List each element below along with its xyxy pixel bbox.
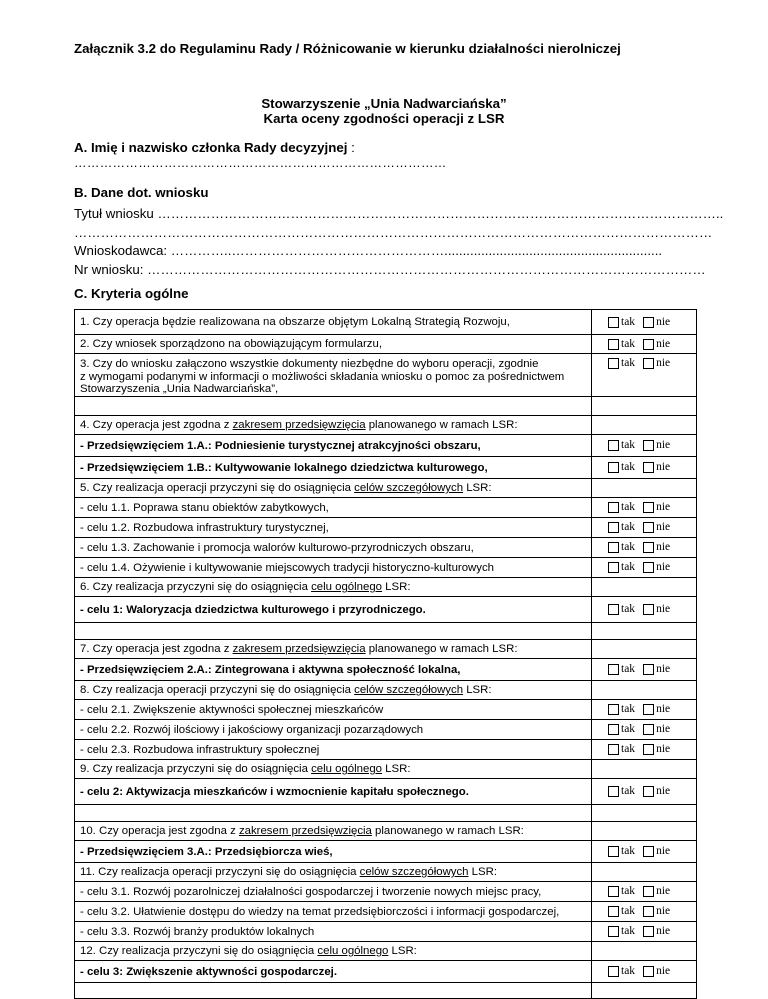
criterion-part: planowanego w ramach LSR: [365,643,518,655]
answer-cell [592,435,697,457]
answer-options [592,521,696,534]
criterion-part: 6. Czy realizacja przyczyni się do osiągnięcia [80,581,312,593]
no-checkbox[interactable] [643,966,654,977]
criteria-row [75,578,697,597]
section-b-title: B. Dane dot. wniosku [74,185,209,200]
answer-cell [592,335,697,354]
answer-options [592,461,696,474]
no-checkbox[interactable] [643,886,654,897]
criteria-row [75,863,697,882]
no-label: nie [656,663,671,676]
no-checkbox[interactable] [643,704,654,715]
criterion-part: 10. Czy operacja jest zgodna z [80,825,239,837]
answer-cell [592,518,697,538]
application-title-field[interactable]: Tytuł wniosku ……………………………………………………………………………………………………………….. [74,206,724,221]
criteria-row [75,700,697,720]
no-checkbox[interactable] [643,542,654,553]
yes-label: tak [621,743,636,756]
criteria-row [75,740,697,760]
criterion-text [75,760,592,779]
criterion-part: LSR: [463,684,492,696]
answer-options [592,905,696,918]
yes-label: tak [621,337,636,350]
no-checkbox[interactable] [643,502,654,513]
yes-label: tak [621,925,636,938]
yes-label: tak [621,603,636,616]
criterion-underlined: celu ogólnego [317,945,389,957]
no-label: nie [656,925,671,938]
answer-options [592,885,696,898]
criteria-row [75,779,697,805]
answer-options [592,845,696,858]
criterion-part: LSR: [388,945,417,957]
no-checkbox[interactable] [643,462,654,473]
answer-options [592,703,696,716]
no-checkbox[interactable] [643,440,654,451]
criteria-row [75,640,697,659]
yes-checkbox[interactable] [608,440,619,451]
criterion-text: - Przedsięwzięciem 1.B.: Kultywowanie lokalnego dziedzictwa kulturowego, [75,457,592,479]
yes-checkbox[interactable] [608,724,619,735]
no-checkbox[interactable] [643,358,654,369]
criteria-row [75,841,697,863]
criterion-text: - celu 3.3. Rozwój branży produktów lokalnych [75,922,592,942]
criteria-row [75,623,697,640]
answer-cell [592,640,697,659]
criteria-row [75,479,697,498]
criterion-part: 7. Czy operacja jest zgodna z [80,643,233,655]
criterion-text [75,623,592,640]
yes-label: tak [621,561,636,574]
no-label: nie [656,561,671,574]
answer-options [592,561,696,574]
answer-options [592,541,696,554]
criterion-part: LSR: [382,763,411,775]
yes-label: tak [621,905,636,918]
application-number-field[interactable]: Nr wniosku: ……………………………………………………………………………………………………………… [74,262,706,277]
answer-cell [592,416,697,435]
criterion-text: 2. Czy wniosek sporządzono na obowiązującym formularzu, [75,335,592,354]
criterion-line: 3. Czy do wniosku załączono wszystkie dokumenty niezbędne do wyboru operacji, zgodnie [80,358,539,370]
no-label: nie [656,905,671,918]
answer-cell [592,902,697,922]
yes-label: tak [621,885,636,898]
criterion-part: 4. Czy operacja jest zgodna z [80,419,233,431]
yes-checkbox[interactable] [608,502,619,513]
section-a-heading [74,140,355,155]
answer-cell [592,659,697,681]
criterion-text [75,416,592,435]
criterion-part: LSR: [468,866,498,878]
no-label: nie [656,521,671,534]
answer-cell [592,983,697,999]
answer-options [592,316,696,329]
organization-name: Stowarzyszenie „Unia Nadwarciańska” [261,96,507,111]
criterion-underlined: celów szczegółowych [359,866,469,878]
answer-cell [592,922,697,942]
criterion-part: LSR: [463,482,492,494]
member-name-field[interactable]: …………………………………………………………………………… [74,156,447,170]
no-checkbox[interactable] [643,906,654,917]
criteria-row [75,435,697,457]
answer-options [592,501,696,514]
criterion-underlined: zakresem przedsięwzięcia [232,643,366,655]
yes-label: tak [621,521,636,534]
no-checkbox[interactable] [643,786,654,797]
answer-options [592,965,696,978]
criterion-underlined: celu ogólnego [311,581,383,593]
answer-cell [592,863,697,882]
no-checkbox[interactable] [643,317,654,328]
criteria-row [75,498,697,518]
criterion-text [75,942,592,961]
criteria-row [75,310,697,335]
yes-checkbox[interactable] [608,664,619,675]
applicant-field[interactable]: Wnioskodawca: …………..…………………………………………........................................................... [74,243,663,258]
answer-options [592,723,696,736]
criterion-text [75,822,592,841]
answer-cell [592,457,697,479]
form-title: Karta oceny zgodności operacji z LSR [263,111,505,126]
no-label: nie [656,501,671,514]
answer-cell [592,681,697,700]
answer-cell [592,779,697,805]
criteria-row [75,518,697,538]
criterion-part: LSR: [382,581,411,593]
yes-label: tak [621,541,636,554]
answer-cell [592,942,697,961]
criteria-row [75,942,697,961]
criterion-underlined: celów szczegółowych [354,684,464,696]
answer-cell [592,841,697,863]
criterion-text [75,578,592,597]
no-label: nie [656,723,671,736]
criterion-text: - celu 1.1. Poprawa stanu obiektów zabytkowych, [75,498,592,518]
criteria-row [75,397,697,416]
yes-label: tak [621,723,636,736]
yes-label: tak [621,845,636,858]
criteria-row [75,335,697,354]
yes-label: tak [621,439,636,452]
yes-checkbox[interactable] [608,906,619,917]
yes-label: tak [621,357,636,369]
criteria-row [75,659,697,681]
section-a-title: A. Imię i nazwisko członka Rady decyzyjnej [74,140,348,155]
criteria-row [75,922,697,942]
yes-checkbox[interactable] [608,522,619,533]
yes-label: tak [621,663,636,676]
criterion-text [75,640,592,659]
criterion-part: 11. Czy realizacja operacji przyczyni się do osiągnięcia [80,866,360,878]
criterion-text: - celu 2.1. Zwiększenie aktywności społecznej mieszkańców [75,700,592,720]
criterion-part: planowanego w ramach LSR: [365,419,518,431]
section-c-title: C. Kryteria ogólne [74,286,189,301]
yes-checkbox[interactable] [608,339,619,350]
no-label: nie [656,541,671,554]
yes-checkbox[interactable] [608,358,619,369]
criterion-text: - celu 1.2. Rozbudowa infrastruktury turystycznej, [75,518,592,538]
criterion-text: - Przedsięwzięciem 3.A.: Przedsiębiorcza wieś, [75,841,592,863]
yes-checkbox[interactable] [608,542,619,553]
no-label: nie [656,785,671,798]
no-label: nie [656,743,671,756]
answer-cell [592,479,697,498]
criterion-text: - celu 3: Zwiększenie aktywności gospodarczej. [75,961,592,983]
criterion-part: 5. Czy realizacja operacji przyczyni się do osiągnięcia [80,482,355,494]
criterion-text: - celu 3.1. Rozwój pozarolniczej działalności gospodarczej i tworzenie nowych miejsc pracy, [75,882,592,902]
answer-cell [592,822,697,841]
criteria-row [75,720,697,740]
no-label: nie [656,603,671,616]
criteria-table [74,309,697,999]
criterion-text: - celu 2: Aktywizacja mieszkańców i wzmocnienie kapitału społecznego. [75,779,592,805]
criteria-row [75,681,697,700]
yes-checkbox[interactable] [608,846,619,857]
yes-label: tak [621,501,636,514]
answer-options [592,338,696,351]
criterion-part: 8. Czy realizacja operacji przyczyni się do osiągnięcia [80,684,355,696]
criteria-row [75,760,697,779]
answer-cell [592,578,697,597]
answer-options [592,925,696,938]
criterion-text: - celu 2.3. Rozbudowa infrastruktury społecznej [75,740,592,760]
application-title-continuation[interactable]: ……………………………………………………………………………………………………………………………… [74,225,713,240]
criterion-line: Stowarzyszenia „Unia Nadwarciańska”, [80,383,279,395]
yes-checkbox[interactable] [608,604,619,615]
answer-cell [592,961,697,983]
yes-checkbox[interactable] [608,886,619,897]
yes-label: tak [621,965,636,978]
criterion-part: planowanego w ramach LSR: [371,825,524,837]
criterion-underlined: celu ogólnego [311,763,383,775]
yes-label: tak [621,315,636,328]
section-a-colon: : [347,140,355,155]
criterion-text [75,681,592,700]
criterion-text: - celu 1: Waloryzacja dziedzictwa kulturowego i przyrodniczego. [75,597,592,623]
yes-checkbox[interactable] [608,704,619,715]
criterion-text: - celu 2.2. Rozwój ilościowy i jakościowy organizacji pozarządowych [75,720,592,740]
no-checkbox[interactable] [643,926,654,937]
criterion-text: - celu 3.2. Ułatwienie dostępu do wiedzy na temat przedsiębiorczości i informacji gospodarczej, [75,902,592,922]
no-checkbox[interactable] [643,664,654,675]
no-checkbox[interactable] [643,604,654,615]
answer-options [592,785,696,798]
criterion-text [75,805,592,822]
answer-options [592,357,696,370]
answer-cell [592,882,697,902]
yes-checkbox[interactable] [608,786,619,797]
criterion-part: 9. Czy realizacja przyczyni się do osiągnięcia [80,763,312,775]
no-label: nie [656,461,671,474]
criteria-row [75,354,697,397]
yes-checkbox[interactable] [608,317,619,328]
yes-label: tak [621,461,636,474]
yes-checkbox[interactable] [608,744,619,755]
no-checkbox[interactable] [643,744,654,755]
criteria-row [75,538,697,558]
answer-cell [592,498,697,518]
criteria-row [75,597,697,623]
answer-cell [592,538,697,558]
criteria-row [75,961,697,983]
criterion-underlined: celów szczegółowych [354,482,464,494]
criteria-row [75,882,697,902]
yes-checkbox[interactable] [608,562,619,573]
criterion-text [75,354,592,397]
criteria-row [75,416,697,435]
criteria-row [75,822,697,841]
no-label: nie [656,965,671,978]
criteria-row [75,558,697,578]
criterion-text: - Przedsięwzięciem 1.A.: Podniesienie turystycznej atrakcyjności obszaru, [75,435,592,457]
criterion-text: - Przedsięwzięciem 2.A.: Zintegrowana i aktywna społeczność lokalna, [75,659,592,681]
criterion-part: 12. Czy realizacja przyczyni się do osiągnięcia [80,945,318,957]
answer-cell [592,720,697,740]
no-checkbox[interactable] [643,846,654,857]
no-label: nie [656,439,671,452]
criterion-text [75,983,592,999]
criteria-row [75,902,697,922]
answer-cell [592,700,697,720]
answer-cell [592,310,697,335]
criterion-text: - celu 1.3. Zachowanie i promocja walorów kulturowo-przyrodniczych obszaru, [75,538,592,558]
criterion-text [75,479,592,498]
criterion-text [75,397,592,416]
criterion-text: 1. Czy operacja będzie realizowana na obszarze objętym Lokalną Strategią Rozwoju, [75,310,592,335]
answer-options [592,439,696,452]
criterion-underlined: zakresem przedsięwzięcia [238,825,372,837]
criterion-underlined: zakresem przedsięwzięcia [232,419,366,431]
no-label: nie [656,703,671,716]
yes-label: tak [621,703,636,716]
answer-cell [592,623,697,640]
no-label: nie [656,315,671,328]
no-label: nie [656,337,671,350]
answer-cell [592,805,697,822]
answer-cell [592,740,697,760]
criteria-row [75,805,697,822]
yes-label: tak [621,785,636,798]
annex-title: Załącznik 3.2 do Regulaminu Rady / Różnicowanie w kierunku działalności nierolniczej [74,41,621,56]
no-checkbox[interactable] [643,562,654,573]
no-checkbox[interactable] [643,339,654,350]
criteria-row [75,983,697,999]
answer-options [592,663,696,676]
answer-cell [592,597,697,623]
answer-cell [592,558,697,578]
answer-cell [592,397,697,416]
no-checkbox[interactable] [643,522,654,533]
answer-options [592,743,696,756]
criterion-text: - celu 1.4. Ożywienie i kultywowanie miejscowych tradycji historyczno-kulturowych [75,558,592,578]
criterion-text [75,863,592,882]
criterion-line: z wymogami podanymi w informacji o możliwości składania wniosku o pomoc za pośrednictwem [80,370,565,383]
criteria-row [75,457,697,479]
no-label: nie [656,845,671,858]
answer-cell [592,354,697,397]
no-label: nie [656,357,671,369]
no-label: nie [656,885,671,898]
answer-options [592,603,696,616]
yes-checkbox[interactable] [608,462,619,473]
answer-cell [592,760,697,779]
yes-checkbox[interactable] [608,926,619,937]
yes-checkbox[interactable] [608,966,619,977]
no-checkbox[interactable] [643,724,654,735]
